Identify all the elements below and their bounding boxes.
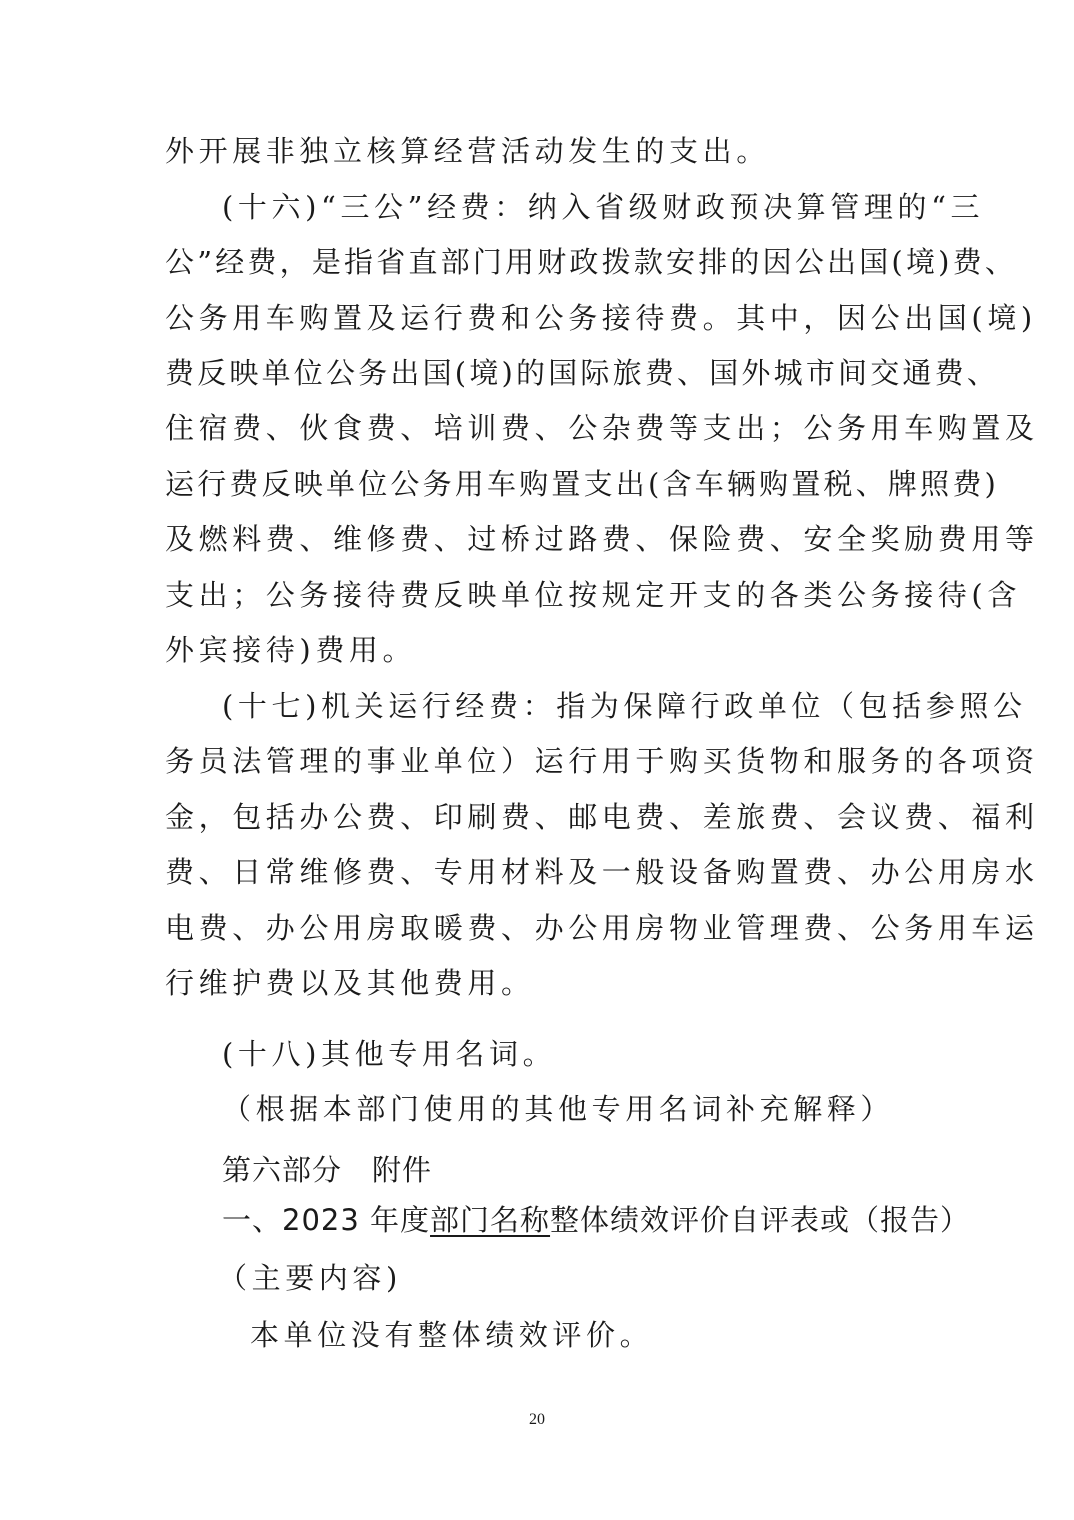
paragraph-line: 公”经费，是指省直部门用财政拨款安排的因公出国(境)费、	[165, 245, 1018, 279]
paragraph-line: 行维护费以及其他费用。	[165, 966, 535, 1000]
paragraph-line: 费、日常维修费、专用材料及一般设备购置费、办公用房水	[165, 855, 1039, 889]
paragraph-line: 外宾接待)费用。	[165, 633, 417, 667]
department-name-placeholder: 部门名称	[430, 1203, 551, 1237]
attachment-heading	[222, 1200, 970, 1240]
paragraph-line: 公务用车购置及运行费和公务接待费。其中，因公出国(境)	[165, 301, 1037, 335]
main-content-label: （主要内容)	[218, 1261, 402, 1295]
paragraph-line: 及燃料费、维修费、过桥过路费、保险费、安全奖励费用等	[165, 522, 1039, 556]
paragraph-line: 金，包括办公费、印刷费、邮电费、差旅费、会议费、福利	[165, 800, 1039, 834]
paragraph-line: 费反映单位公务出国(境)的国际旅费、国外城市间交通费、	[165, 356, 1000, 390]
evaluation-statement: 本单位没有整体绩效评价。	[250, 1318, 654, 1352]
heading-suffix: 整体绩效评价自评表或（报告）	[550, 1203, 971, 1237]
paragraph-line: (十六)“三公”经费：纳入省级财政预决算管理的“三	[222, 190, 985, 224]
paragraph-line: 电费、办公用房取暖费、办公用房物业管理费、公务用车运	[165, 911, 1039, 945]
section-title: 第六部分 附件	[222, 1153, 433, 1187]
paragraph-line: （根据本部门使用的其他专用名词补充解释）	[222, 1092, 895, 1126]
paragraph-line: 务员法管理的事业单位）运行用于购买货物和服务的各项资	[165, 744, 1039, 778]
heading-prefix: 一、2023 年度	[222, 1203, 431, 1237]
page-number: 20	[529, 1411, 545, 1428]
paragraph-line: (十八)其他专用名词。	[222, 1037, 557, 1071]
paragraph-line: 住宿费、伙食费、培训费、公杂费等支出；公务用车购置及	[165, 411, 1039, 445]
paragraph-line: 运行费反映单位公务用车购置支出(含车辆购置税、牌照费)	[165, 467, 1000, 501]
paragraph-line: (十七)机关运行经费：指为保障行政单位（包括参照公	[222, 689, 1027, 723]
paragraph-line: 支出；公务接待费反映单位按规定开支的各类公务接待(含	[165, 578, 1021, 612]
paragraph-line: 外开展非独立核算经营活动发生的支出。	[165, 134, 770, 168]
